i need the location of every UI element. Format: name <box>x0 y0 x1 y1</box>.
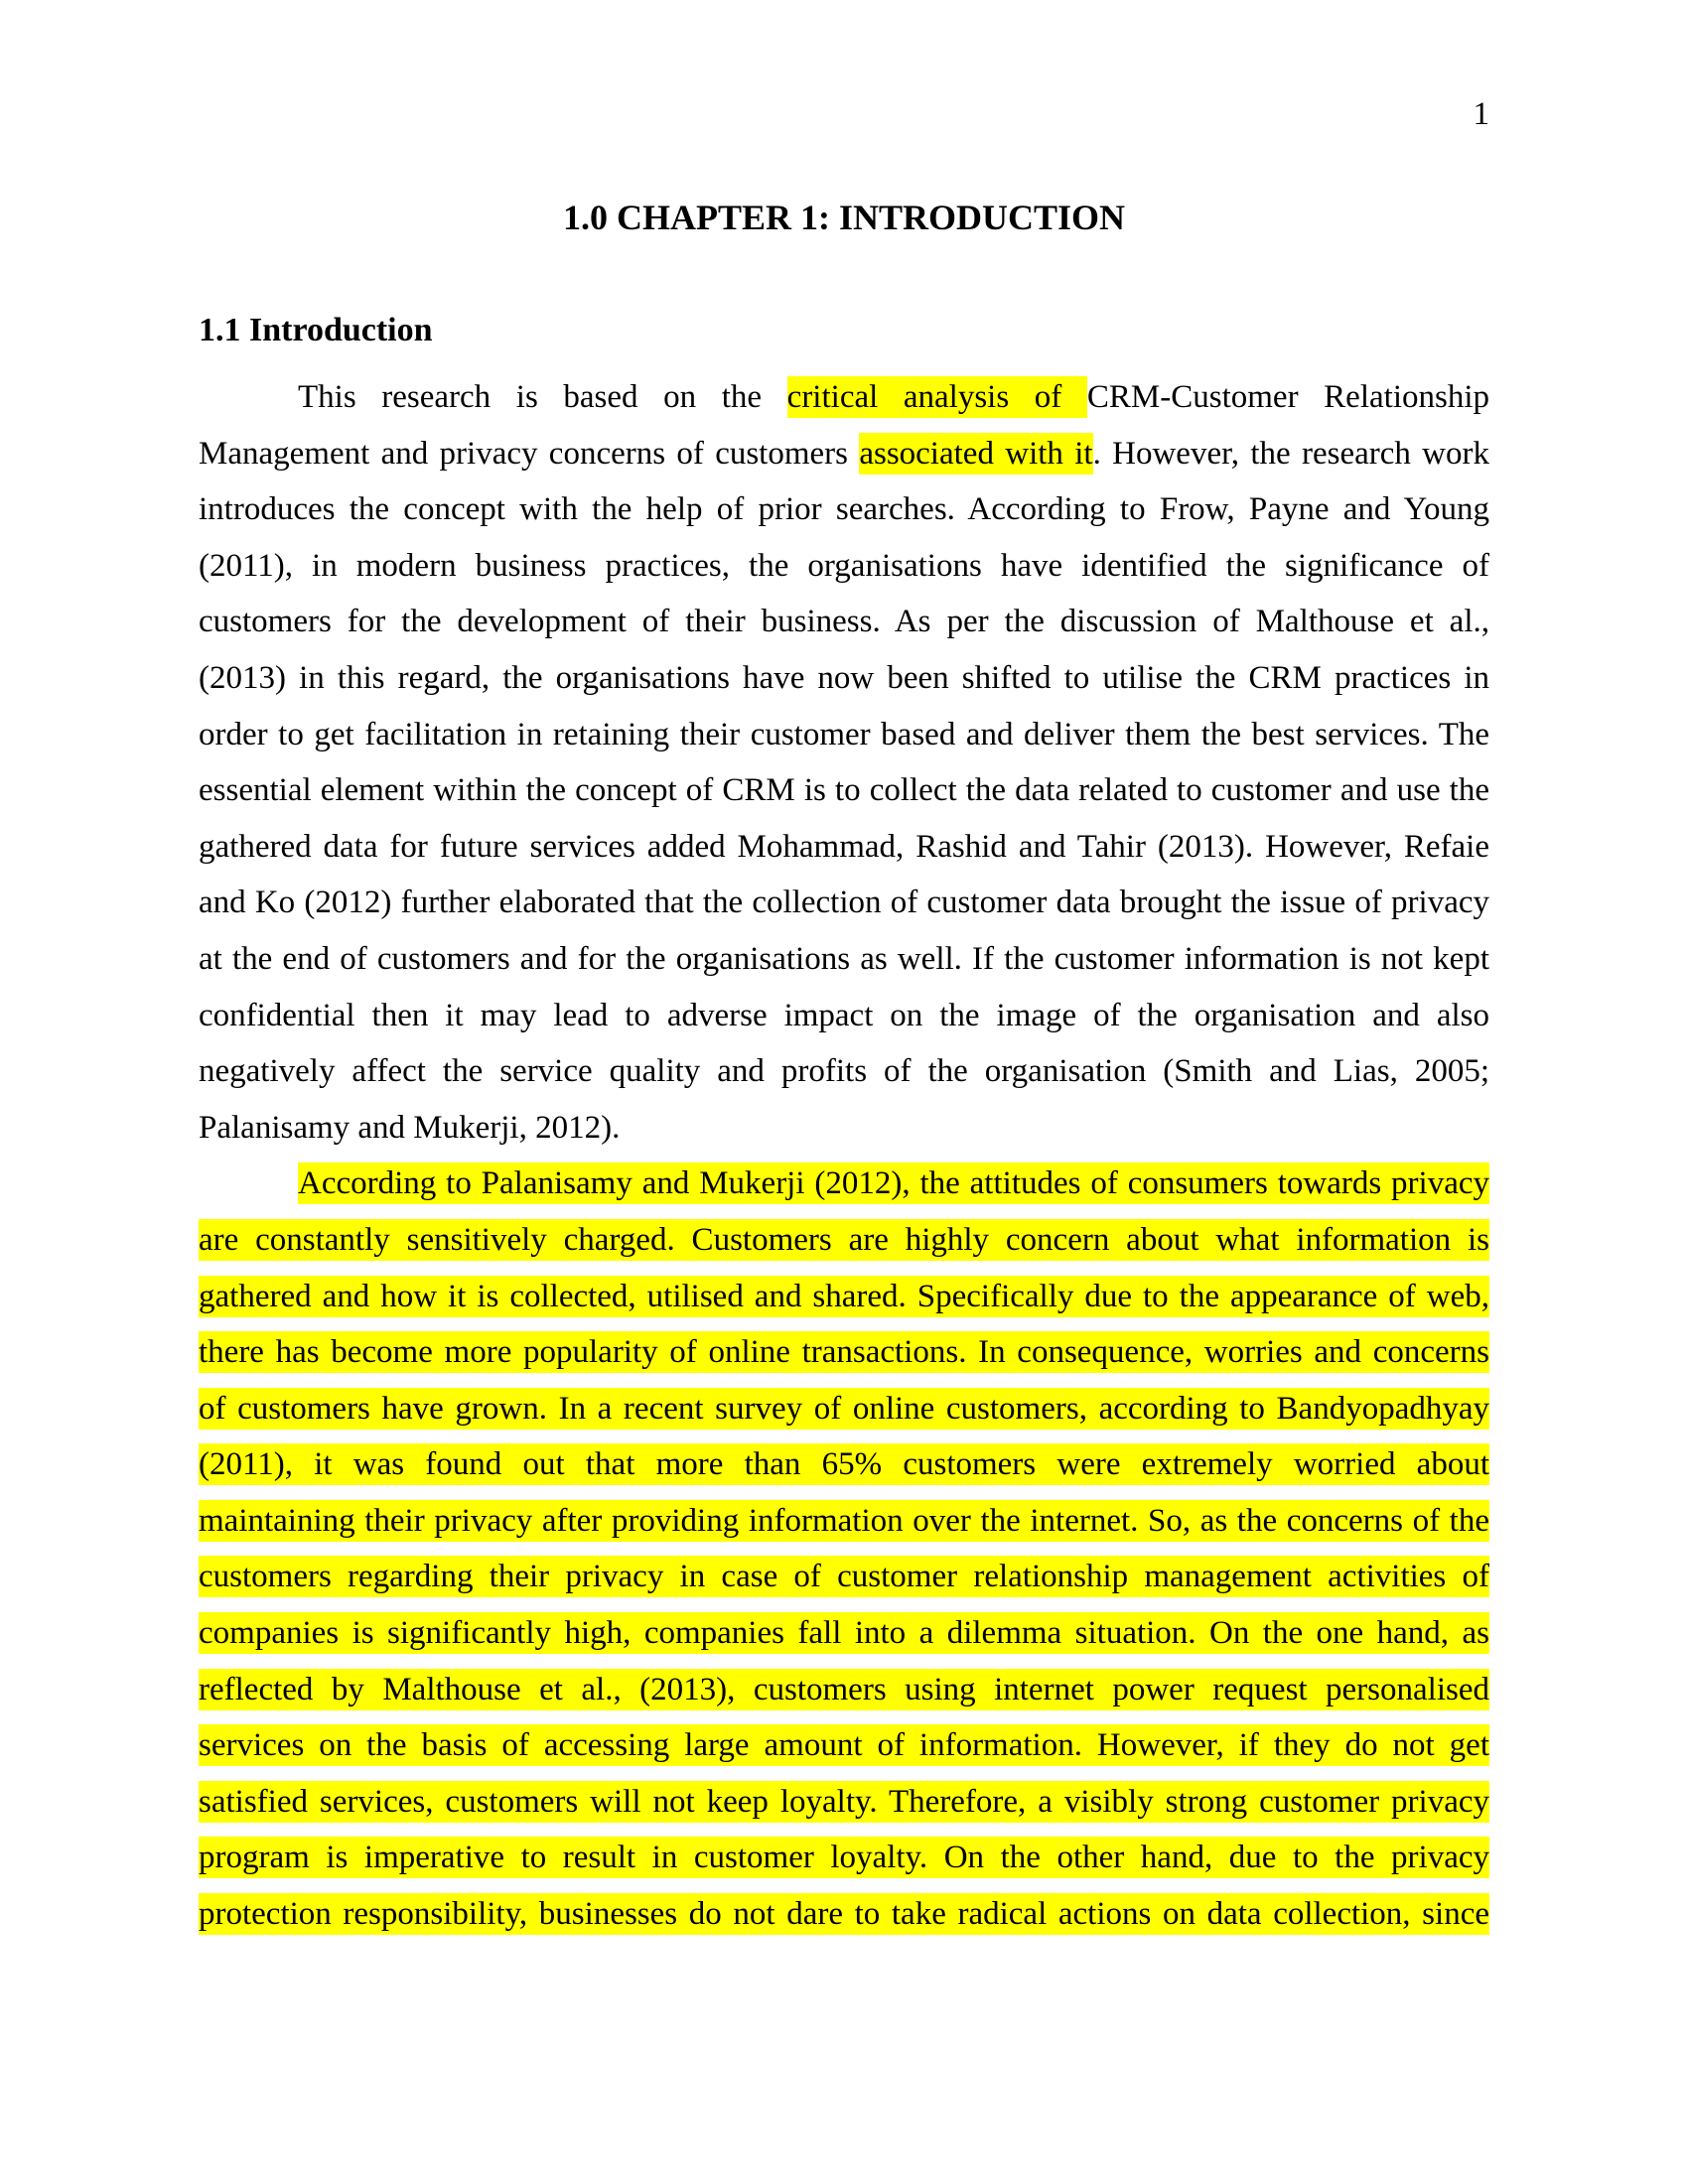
highlighted-text: companies is significantly high, companies fall into a dilemma situation. On the one hand, as <box>199 1612 1489 1654</box>
text-line <box>199 707 1489 763</box>
text-segment: (2011), in modern business practices, the organisations have identified the significance of <box>199 547 1489 584</box>
body-text <box>199 369 1489 1943</box>
text-segment: CRM-Customer Relationship <box>1086 379 1489 415</box>
highlighted-text: services on the basis of accessing large amount of information. However, if they do not get <box>199 1724 1489 1766</box>
highlighted-text: According to Palanisamy and Mukerji (2012), the attitudes of consumers towards privacy <box>298 1162 1489 1204</box>
text-line <box>199 594 1489 650</box>
text-segment: order to get facilitation in retaining their customer based and deliver them the best services. The <box>199 716 1489 752</box>
text-line <box>199 819 1489 876</box>
text-segment: Palanisamy and Mukerji, 2012). <box>199 1109 621 1146</box>
chapter-title: 1.0 CHAPTER 1: INTRODUCTION <box>562 198 1126 237</box>
paragraph <box>199 369 1489 1156</box>
text-segment: . However, the research work <box>1092 435 1490 472</box>
text-line <box>199 1212 1489 1269</box>
text-line <box>199 1886 1489 1943</box>
highlighted-text: of customers have grown. In a recent survey of online customers, according to Bandyopadhyay <box>199 1388 1489 1430</box>
text-line <box>199 1381 1489 1437</box>
highlighted-text: there has become more popularity of online transactions. In consequence, worries and concerns <box>199 1331 1489 1373</box>
text-segment: (2013) in this regard, the organisations have now been shifted to utilise the CRM practices in <box>199 659 1489 696</box>
text-line <box>199 1493 1489 1550</box>
highlighted-text: (2011), it was found out that more than 65% customers were extremely worried about <box>199 1443 1489 1485</box>
text-segment: This research is based on the <box>298 379 787 415</box>
text-line <box>199 1156 1489 1212</box>
highlighted-text: maintaining their privacy after providing information over the internet. So, as the concerns of the <box>199 1500 1489 1542</box>
text-line <box>199 988 1489 1044</box>
text-segment: essential element within the concept of CRM is to collect the data related to customer and use the <box>199 772 1489 809</box>
text-line <box>199 1269 1489 1325</box>
text-line <box>199 1100 1489 1157</box>
text-line <box>199 1830 1489 1886</box>
text-line <box>199 650 1489 707</box>
paragraph <box>199 1156 1489 1942</box>
text-line <box>199 1605 1489 1662</box>
highlighted-text: are constantly sensitively charged. Customers are highly concern about what information is <box>199 1219 1489 1261</box>
text-segment: customers for the development of their business. As per the discussion of Malthouse et al., <box>199 604 1489 640</box>
highlighted-text: protection responsibility, businesses do not dare to take radical actions on data collection, since <box>199 1893 1489 1935</box>
text-line <box>199 1043 1489 1100</box>
text-segment: Management and privacy concerns of customers <box>199 435 860 472</box>
text-line <box>199 762 1489 819</box>
text-line <box>199 369 1489 426</box>
highlighted-text: associated with it <box>859 433 1092 475</box>
highlighted-text: gathered and how it is collected, utilised and shared. Specifically due to the appearance of web, <box>199 1276 1489 1317</box>
text-segment: gathered data for future services added Mohammad, Rashid and Tahir (2013). However, Refaie <box>199 828 1489 865</box>
text-line <box>199 1774 1489 1831</box>
text-line <box>199 538 1489 595</box>
text-segment: introduces the concept with the help of prior searches. According to Frow, Payne and Young <box>199 491 1489 528</box>
text-line <box>199 481 1489 538</box>
text-segment: confidential then it may lead to adverse impact on the image of the organisation and also <box>199 997 1489 1033</box>
text-line <box>199 426 1489 482</box>
text-line <box>199 1436 1489 1493</box>
text-line <box>199 1549 1489 1605</box>
text-segment: and Ko (2012) further elaborated that the collection of customer data brought the issue of privacy <box>199 885 1489 921</box>
highlighted-text: reflected by Malthouse et al., (2013), customers using internet power request personalised <box>199 1669 1489 1710</box>
page-number: 1 <box>1473 96 1489 132</box>
text-line <box>199 1324 1489 1381</box>
highlighted-text: satisfied services, customers will not keep loyalty. Therefore, a visibly strong customer privacy <box>199 1781 1489 1823</box>
highlighted-text: critical analysis of <box>787 376 1087 418</box>
text-line <box>199 931 1489 988</box>
text-segment: at the end of customers and for the organisations as well. If the customer information is not kept <box>199 940 1489 977</box>
highlighted-text: program is imperative to result in customer loyalty. On the other hand, due to the privacy <box>199 1837 1489 1878</box>
highlighted-text: customers regarding their privacy in case of customer relationship management activities of <box>199 1556 1489 1597</box>
section-heading: 1.1 Introduction <box>199 312 433 348</box>
text-line <box>199 875 1489 931</box>
text-line <box>199 1717 1489 1774</box>
text-segment: negatively affect the service quality and profits of the organisation (Smith and Lias, 2005; <box>199 1053 1489 1090</box>
text-line <box>199 1662 1489 1718</box>
